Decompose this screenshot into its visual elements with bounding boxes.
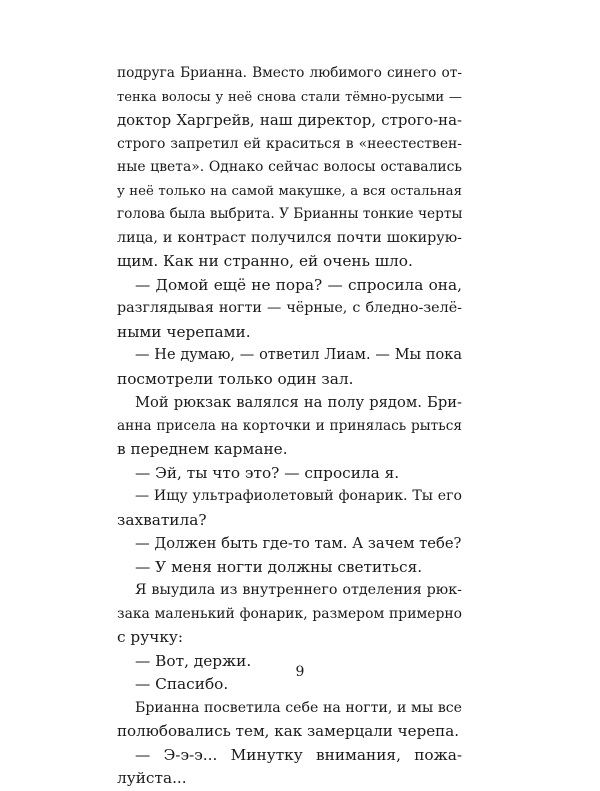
text-line: зака маленький фонарик, размером примерно xyxy=(117,605,462,622)
text-line: — Должен быть где-то там. А зачем тебе? xyxy=(135,535,462,552)
text-line: голова была выбрита. У Брианны тонкие черты xyxy=(117,206,463,222)
text-line: тенка волосы у неё снова стали тёмно-русыми — xyxy=(117,89,462,105)
text-line: щим. Как ни странно, ей очень шло. xyxy=(117,252,413,270)
text-line: доктор Харгрейв, наш директор, строго-на- xyxy=(117,111,462,129)
text-line: лица, и контраст получился почти шокирую- xyxy=(117,229,462,246)
text-line: Я выудила из внутреннего отделения рюк- xyxy=(135,582,462,598)
text-line: посмотрели только один зал. xyxy=(117,369,354,388)
body-text xyxy=(117,62,462,791)
text-line: Брианна посветила себе на ногти, и мы все xyxy=(135,699,462,716)
text-line: — Не думаю, — ответил Лиам. — Мы пока xyxy=(135,347,462,363)
text-line: анна присела на корточки и принялась рыться xyxy=(117,417,462,434)
text-line: полюбовались тем, как замерцали черепа. xyxy=(117,722,460,740)
text-line: — Эй, ты что это? — спросила я. xyxy=(135,463,400,482)
text-line: — Э-э-э... Минутку внимания, пожа- xyxy=(135,745,462,764)
text-line: луйста... xyxy=(117,769,187,787)
text-line: — Ищу ультрафиолетовый фонарик. Ты его xyxy=(135,488,462,504)
text-line: подруга Брианна. Вместо любимого синего от- xyxy=(117,65,462,81)
text-line: Мой рюкзак валялся на полу рядом. Бри- xyxy=(135,394,462,411)
text-line: ными черепами. xyxy=(117,322,251,341)
text-line: — Спасибо. xyxy=(135,675,229,693)
text-line: захватила? xyxy=(117,510,207,529)
text-line: у неё только на самой макушке, а вся остальная xyxy=(117,183,462,199)
text-line: с ручку: xyxy=(117,628,184,646)
text-line: ные цвета». Однако сейчас волосы оставались xyxy=(117,159,462,175)
text-line: разглядывая ногти — чёрные, с бледно-зелё- xyxy=(117,300,462,316)
text-line: в переднем кармане. xyxy=(117,440,288,458)
text-line: — Вот, держи. xyxy=(135,651,252,670)
page-number: 9 xyxy=(295,664,305,680)
text-line: строго запретил ей краситься в «неестествен- xyxy=(117,135,462,152)
text-line: — Домой ещё не пора? — спросила она, xyxy=(135,275,462,294)
text-line: — У меня ногти должны светиться. xyxy=(135,557,423,576)
